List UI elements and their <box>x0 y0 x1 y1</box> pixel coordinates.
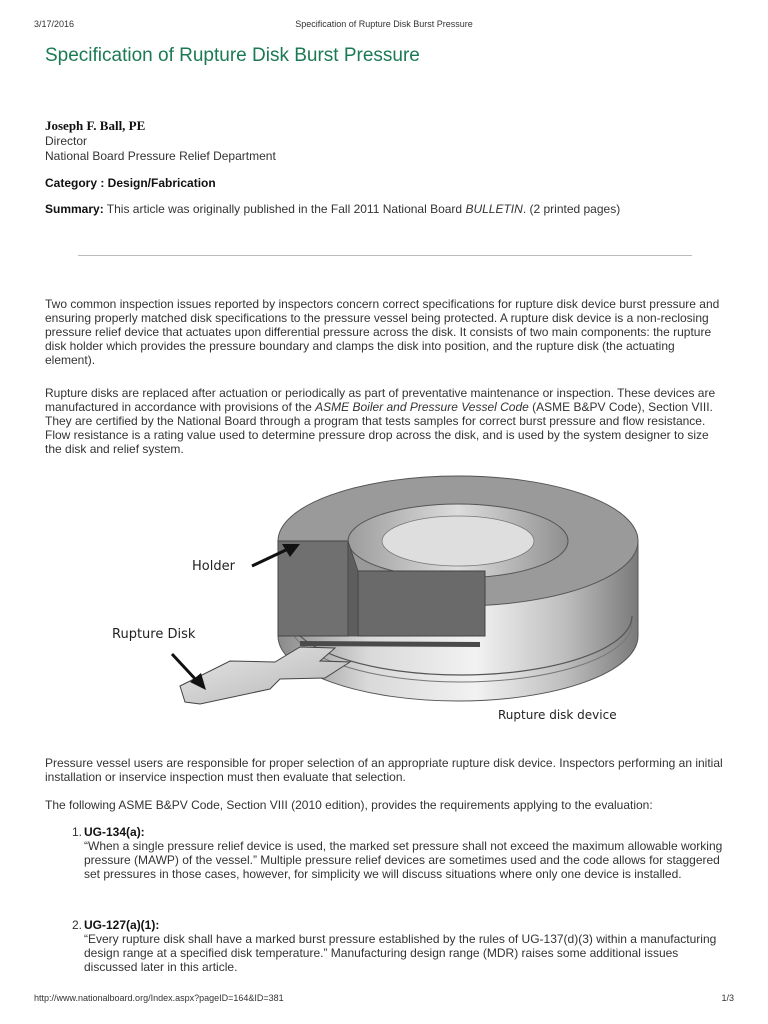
paragraph-intro: Two common inspection issues reported by inspectors concern correct specifications for rupture disk device burst pressure and ensuring properly matched disk specifications to the pressure vessel being protected. A rupture disk device is a non-reclosing pressure relief device that actuates upon differential pressure across the disk. It consists of two main components: the rupture disk holder which provides the pressure boundary and clamps the disk into position, and the rupture disk (the actuating element). <box>45 297 720 367</box>
footer-url[interactable]: http://www.nationalboard.org/Index.aspx?pageID=164&ID=381 <box>34 993 284 1003</box>
paragraph-requirements: The following ASME B&PV Code, Section VIII (2010 edition), provides the requirements applying to the evaluation: <box>45 798 653 812</box>
list-item-body: “When a single pressure relief device is used, the marked set pressure shall not exceed the maximum allowable working pressure (MAWP) of the vessel.” Multiple pressure relief devices are sometimes used and the code allows for staggered set pressures in those cases, however, for simplicity we will discuss situations where only one device is installed. <box>84 839 723 881</box>
article-category: Category : Design/Fabrication <box>45 176 216 190</box>
asme-code-title: ASME Boiler and Pressure Vessel Code <box>315 400 529 414</box>
summary-pages: . (2 printed pages) <box>522 202 621 216</box>
label-holder: Holder <box>192 559 235 574</box>
label-rupture-disk: Rupture Disk <box>112 627 196 642</box>
summary-bulletin: BULLETIN <box>465 202 523 216</box>
author-department: National Board Pressure Relief Department <box>45 149 276 163</box>
list-item-heading: UG-127(a)(1): <box>84 918 160 932</box>
list-item-body: “Every rupture disk shall have a marked burst pressure established by the rules of UG-137(d)(3) within a manufacturing design range at a specified disk temperature.” Manufacturing design range (MDR) raises some additional issues discussed later in this article. <box>84 932 717 974</box>
author-role: Director <box>45 134 88 148</box>
rupture-disk-shape <box>180 647 350 704</box>
summary-text: This article was originally published in the Fall 2011 National Board <box>103 202 466 216</box>
list-item-number: 1. <box>72 825 83 839</box>
article-summary <box>45 202 620 216</box>
print-date: 3/17/2016 <box>34 19 75 29</box>
paragraph-selection: Pressure vessel users are responsible for proper selection of an appropriate rupture disk device. Inspectors performing an initial installation or inservice inspection must then evaluate that selection. <box>45 756 723 784</box>
paragraph-replacement-text: Rupture disks are replaced after actuation or periodically as part of preventative maintenance or inspection. These devices are manufactured in accordance with provisions of the <box>45 386 716 414</box>
page-number: 1/3 <box>721 993 734 1003</box>
summary-label: Summary: <box>45 202 104 216</box>
print-page-title: Specification of Rupture Disk Burst Pressure <box>295 19 473 29</box>
list-item-number: 2. <box>72 918 83 932</box>
list-item-heading: UG-134(a): <box>84 825 145 839</box>
author-name: Joseph F. Ball, PE <box>45 118 146 133</box>
paragraph-replacement-rest: (ASME B&PV Code), Section VIII. They are certified by the National Board through a program that tests samples for correct burst pressure and flow resistance. Flow resistance is a rating value used to determine pressure drop across the disk, and is used by the system designer to size the disk and relief system. <box>45 400 713 456</box>
figure-caption: Rupture disk device <box>498 708 617 722</box>
rupture-disk-figure <box>100 466 660 736</box>
paragraph-replacement <box>45 386 725 456</box>
divider <box>78 255 692 256</box>
article-title: Specification of Rupture Disk Burst Pressure <box>45 45 420 66</box>
